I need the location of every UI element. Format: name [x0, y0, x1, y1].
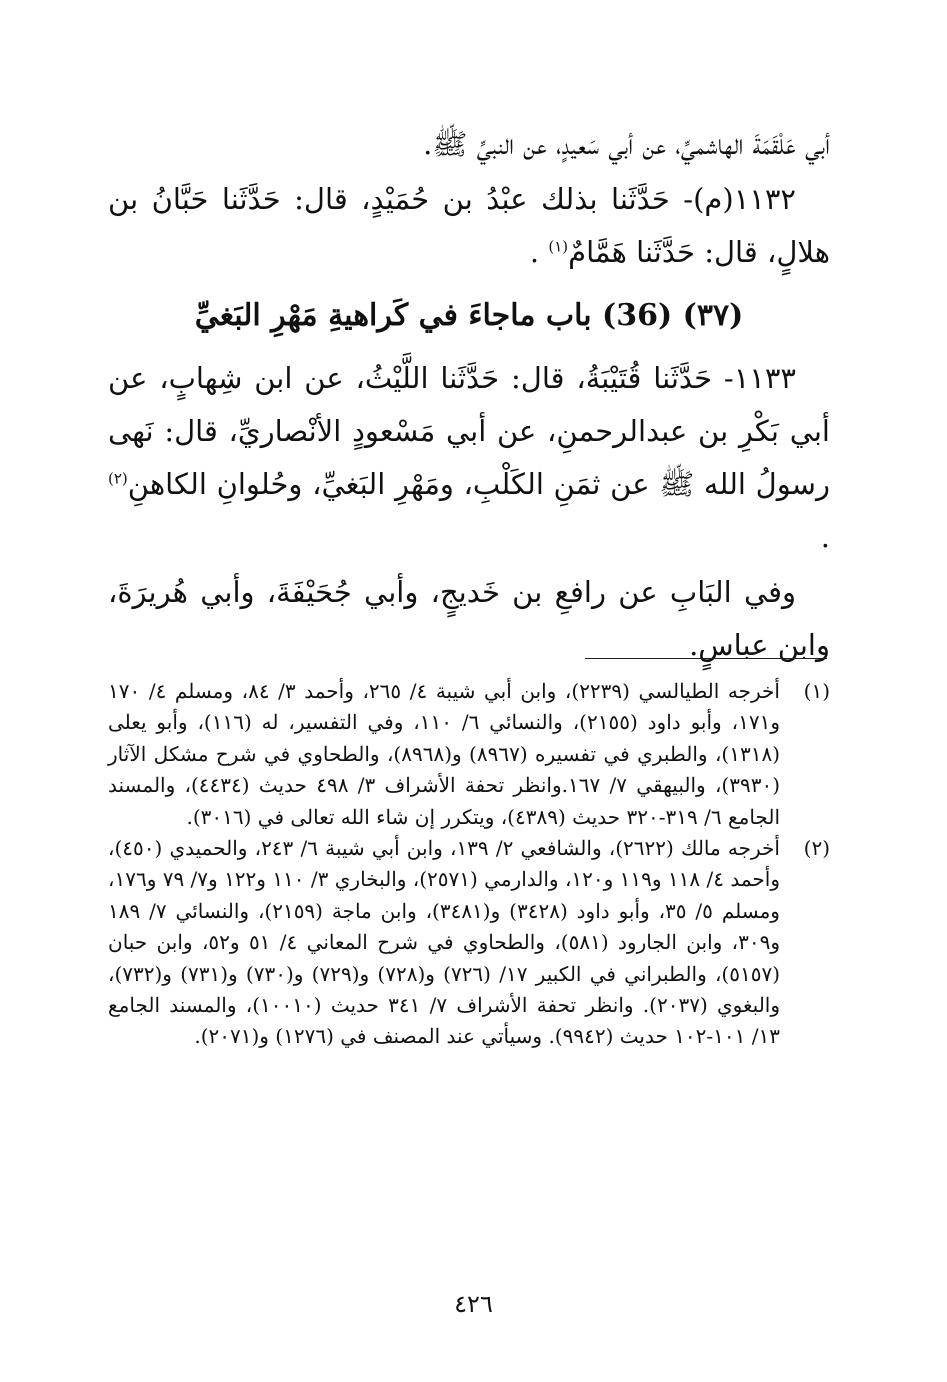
- main-text: [108, 118, 830, 672]
- page-number: ٤٢٦: [454, 1290, 493, 1318]
- footnote-ref-2: (٢): [108, 469, 128, 488]
- footnote-text: أخرجه مالك (٢٦٢٢)، والشافعي ٢/ ١٣٩، وابن أبي شيبة ٦/ ٢٤٣، والحميدي (٤٥٠)، وأحمد ٤/ ١١٨ و١١٩ و١٢٠، والدارمي (٢٥٧١)، والبخاري ٣/ ١١٠ و١٢٢ و٧/ ٧٩ و١٧٦، ومسلم ٥/ ٣٥، وأبو داود (٣٤٢٨) و(٣٤٨١)، وابن ماجة (٢١٥٩)، والنسائي ٧/ ١٨٩ و٣٠٩، وابن الجارود (٥٨١)، والطحاوي في شرح المعاني ٤/ ٥١ و٥٢، وابن حبان (٥١٥٧)، والطبراني في الكبير ١٧/ (٧٢٦) و(٧٢٨) و(٧٢٩) و(٧٣٠) و(٧٣١) و(٧٣٢)، والبغوي (٢٠٣٧). وانظر تحفة الأشراف ٧/ ٣٤١ حديث (١٠٠١٠)، والمسند الجامع ١٣/ ١٠١-١٠٢ حديث (٩٩٤٢). وسيأتي عند المصنف في (١٢٧٦) و(٢٠٧١).: [107, 836, 781, 1049]
- footnotes: [108, 676, 830, 1053]
- hadith-1133: [108, 352, 830, 564]
- footnote-text: أخرجه الطيالسي (٢٢٣٩)، وابن أبي شيبة ٤/ ٢٦٥، وأحمد ٣/ ٨٤، ومسلم ٤/ ١٧٠ و١٧١، وأبو داود (٢١٥٥)، والنسائي ٦/ ١١٠، وفي التفسير، له (١١٦)، وأبو يعلى (١٣١٨)، والطبري في تفسيره (٨٩٦٧) و(٨٩٦٨)، والطحاوي في شرح مشكل الآثار (٣٩٣٠)، والبيهقي ٧/ ١٦٧.وانظر تحفة الأشراف ٣/ ٤٩٨ حديث (٤٤٣٤)، والمسند الجامع ٦/ ٣١٩-٣٢٠ حديث (٤٣٨٩)، ويتكرر إن شاء الله تعالى في (٣٠١٦).: [108, 679, 781, 829]
- bab-paragraph: وفي البَابِ عن رافعِ بن خَديجٍ، وأبي جُحَيْفَةَ، وأبي هُريرَةَ، وابن عباسٍ.: [108, 575, 830, 662]
- hadith-1132-text: ١١٣٢(م)- حَدَّثَنا بذلك عبْدُ بن حُمَيْدٍ، قال: حَدَّثَنا حَبَّانُ بن هلالٍ، قال: حَدَّثَنا هَمَّامٌ: [108, 182, 830, 269]
- hadith-1133-text: ١١٣٣- حَدَّثَنا قُتَيْبَةُ، قال: حَدَّثَنا اللَّيْثُ، عن ابن شِهابٍ، عن أبي بَكْرِ بن عبدالرحمنِ، عن أبي مَسْعودٍ الأنْصاريِّ، قال: نَهى رسولُ الله ﷺ عن ثمَنِ الكَلْبِ، ومَهْرِ البَغيِّ، وحُلوانِ الكاهنِ: [108, 361, 830, 501]
- hadith-1132: [108, 173, 830, 279]
- footnote-separator: [585, 658, 827, 659]
- hadith-1132-end: .: [529, 235, 549, 269]
- footnote-1: [108, 676, 830, 833]
- footnote-ref-1: (١): [548, 237, 569, 256]
- chapter-heading: (٣٧) (36) باب ماجاءَ في كَراهيةِ مَهْرِ البَغيِّ: [194, 298, 744, 333]
- continuation-line: أبي عَلْقَمَةَ الهاشميِّ، عن أبي سَعيدٍ، عن النبيِّ ﷺ.: [423, 127, 830, 161]
- footnote-number: (١): [803, 679, 830, 703]
- footnote-2: [108, 833, 830, 1053]
- hadith-1133-end: .: [820, 520, 830, 554]
- footnote-number: (٢): [803, 836, 830, 861]
